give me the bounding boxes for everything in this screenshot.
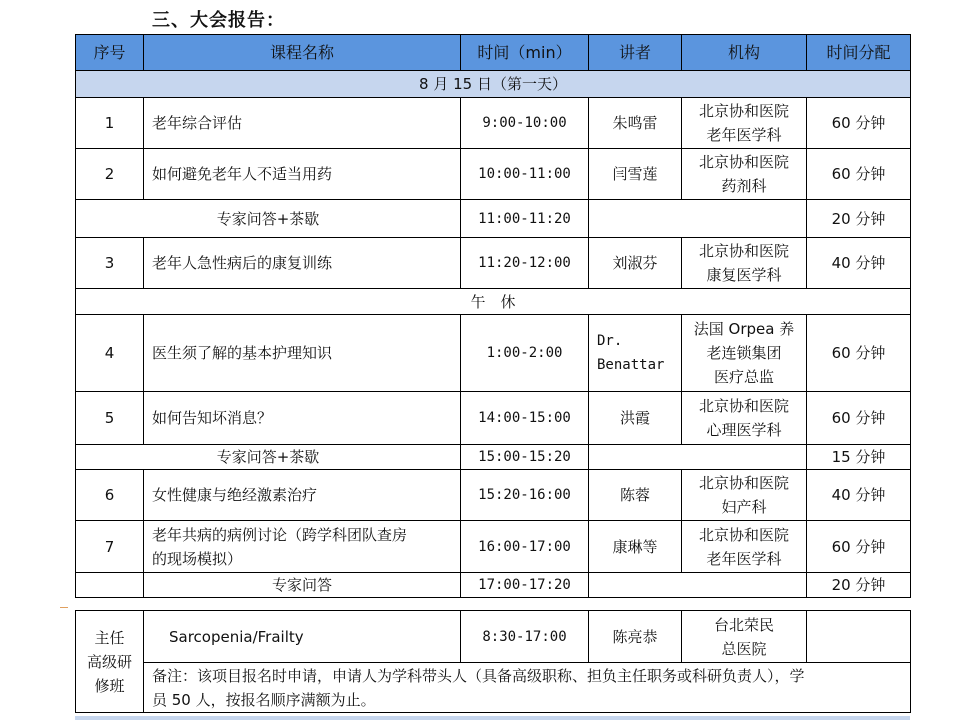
org-line: 北京协和医院	[698, 397, 789, 415]
row-speaker: 陈蓉	[589, 470, 682, 521]
break-time: 17:00-17:20	[461, 573, 589, 598]
org-line: 北京协和医院	[698, 102, 789, 120]
row-speaker: 刘淑芬	[589, 238, 682, 289]
org-line: 妇产科	[721, 498, 767, 516]
label-line: 高级研	[86, 652, 132, 671]
row-no: 2	[76, 149, 144, 200]
label-line: 修班	[94, 676, 125, 695]
row-speaker: 朱鸣雷	[589, 98, 682, 149]
row-alloc: 60 分钟	[807, 521, 911, 573]
break-row	[76, 573, 911, 598]
row-title: 女性健康与绝经激素治疗	[144, 470, 461, 521]
table-header-row	[76, 35, 911, 71]
org-line: 北京协和医院	[698, 474, 789, 492]
break-alloc: 20 分钟	[807, 573, 911, 598]
day-row	[76, 71, 911, 98]
speaker-line: Benattar	[597, 357, 665, 373]
table-row	[76, 238, 911, 289]
empty-cell	[589, 445, 807, 470]
header-org: 机构	[682, 35, 807, 71]
header-no: 序号	[76, 35, 144, 71]
row-alloc: 40 分钟	[807, 238, 911, 289]
break-time: 11:00-11:20	[461, 200, 589, 238]
break-title: 专家问答+茶歇	[76, 445, 461, 470]
header-time: 时间（min）	[461, 35, 589, 71]
row-no: 6	[76, 470, 144, 521]
header-title: 课程名称	[144, 35, 461, 71]
note-line: 备注：该项目报名时申请，申请人为学科带头人（具备高级职称、担负主任职务或科研负责人），学	[152, 666, 805, 685]
row-alloc: 40 分钟	[807, 470, 911, 521]
row-speaker: 康琳等	[589, 521, 682, 573]
workshop-label	[76, 611, 144, 713]
org-line: 老年医学科	[706, 549, 782, 568]
row-org	[682, 315, 807, 392]
workshop-org	[682, 611, 807, 663]
empty-cell	[76, 573, 144, 598]
org-line: 北京协和医院	[698, 525, 789, 544]
table-row	[76, 315, 911, 392]
break-title: 专家问答	[144, 573, 461, 598]
row-title: 如何告知坏消息？	[144, 392, 461, 445]
day-label: 8 月 15 日（第一天）	[76, 71, 911, 98]
row-time: 16:00-17:00	[461, 521, 589, 573]
org-line: 台北荣民	[713, 615, 774, 634]
empty-cell	[807, 611, 911, 663]
header-alloc: 时间分配	[807, 35, 911, 71]
row-time: 9:00-10:00	[461, 98, 589, 149]
row-speaker	[589, 315, 682, 392]
row-time: 11:20-12:00	[461, 238, 589, 289]
row-no: 1	[76, 98, 144, 149]
note-row	[76, 663, 911, 713]
bottom-bar	[75, 716, 910, 720]
row-title: 如何避免老年人不适当用药	[144, 149, 461, 200]
row-no: 3	[76, 238, 144, 289]
row-speaker: 闫雪莲	[589, 149, 682, 200]
row-title: 老年综合评估	[144, 98, 461, 149]
org-line: 心理医学科	[706, 421, 782, 439]
org-line: 医疗总监	[713, 368, 774, 386]
break-alloc: 20 分钟	[807, 200, 911, 238]
org-line: 法国 Orpea 养	[693, 320, 795, 338]
workshop-time: 8:30-17:00	[461, 611, 589, 663]
row-title	[144, 521, 461, 573]
table-row	[76, 98, 911, 149]
schedule-table	[75, 34, 911, 598]
row-title: 老年人急性病后的康复训练	[144, 238, 461, 289]
row-alloc: 60 分钟	[807, 98, 911, 149]
empty-cell	[589, 200, 807, 238]
row-org	[682, 521, 807, 573]
label-line: 主任	[94, 628, 125, 647]
row-org	[682, 149, 807, 200]
break-title: 专家问答+茶歇	[76, 200, 461, 238]
org-line: 总医院	[721, 639, 767, 658]
row-title: 医生须了解的基本护理知识	[144, 315, 461, 392]
row-time: 10:00-11:00	[461, 149, 589, 200]
row-alloc: 60 分钟	[807, 149, 911, 200]
table-row	[76, 392, 911, 445]
lunch-label: 午 休	[76, 289, 911, 315]
speaker-line: Dr.	[597, 333, 623, 349]
table-row	[76, 521, 911, 573]
row-alloc: 60 分钟	[807, 315, 911, 392]
org-line: 北京协和医院	[698, 242, 789, 260]
title-line: 老年共病的病例讨论（跨学科团队查房	[152, 525, 408, 544]
title-line: 的现场模拟）	[152, 549, 243, 568]
header-speaker: 讲者	[589, 35, 682, 71]
break-time: 15:00-15:20	[461, 445, 589, 470]
org-line: 康复医学科	[706, 266, 782, 284]
table-row	[76, 149, 911, 200]
stray-mark	[60, 607, 68, 608]
org-line: 北京协和医院	[698, 153, 789, 171]
org-line: 药剂科	[721, 177, 767, 195]
table-row	[76, 470, 911, 521]
break-row	[76, 445, 911, 470]
row-no: 7	[76, 521, 144, 573]
row-alloc: 60 分钟	[807, 392, 911, 445]
workshop-title: Sarcopenia/Frailty	[144, 611, 461, 663]
row-org	[682, 238, 807, 289]
note-line: 员 50 人，按报名顺序满额为止。	[152, 690, 376, 709]
break-row	[76, 200, 911, 238]
row-time: 14:00-15:00	[461, 392, 589, 445]
empty-cell	[589, 573, 807, 598]
break-alloc: 15 分钟	[807, 445, 911, 470]
row-no: 5	[76, 392, 144, 445]
row-org	[682, 470, 807, 521]
row-org	[682, 98, 807, 149]
section-heading: 三、大会报告：	[152, 10, 285, 31]
row-speaker: 洪霞	[589, 392, 682, 445]
org-line: 老年医学科	[706, 126, 782, 144]
row-time: 1:00-2:00	[461, 315, 589, 392]
workshop-table	[75, 610, 911, 713]
row-no: 4	[76, 315, 144, 392]
note-text	[144, 663, 911, 713]
lunch-row	[76, 289, 911, 315]
org-line: 老连锁集团	[706, 344, 782, 362]
workshop-row	[76, 611, 911, 663]
workshop-speaker: 陈亮恭	[589, 611, 682, 663]
row-org	[682, 392, 807, 445]
row-time: 15:20-16:00	[461, 470, 589, 521]
